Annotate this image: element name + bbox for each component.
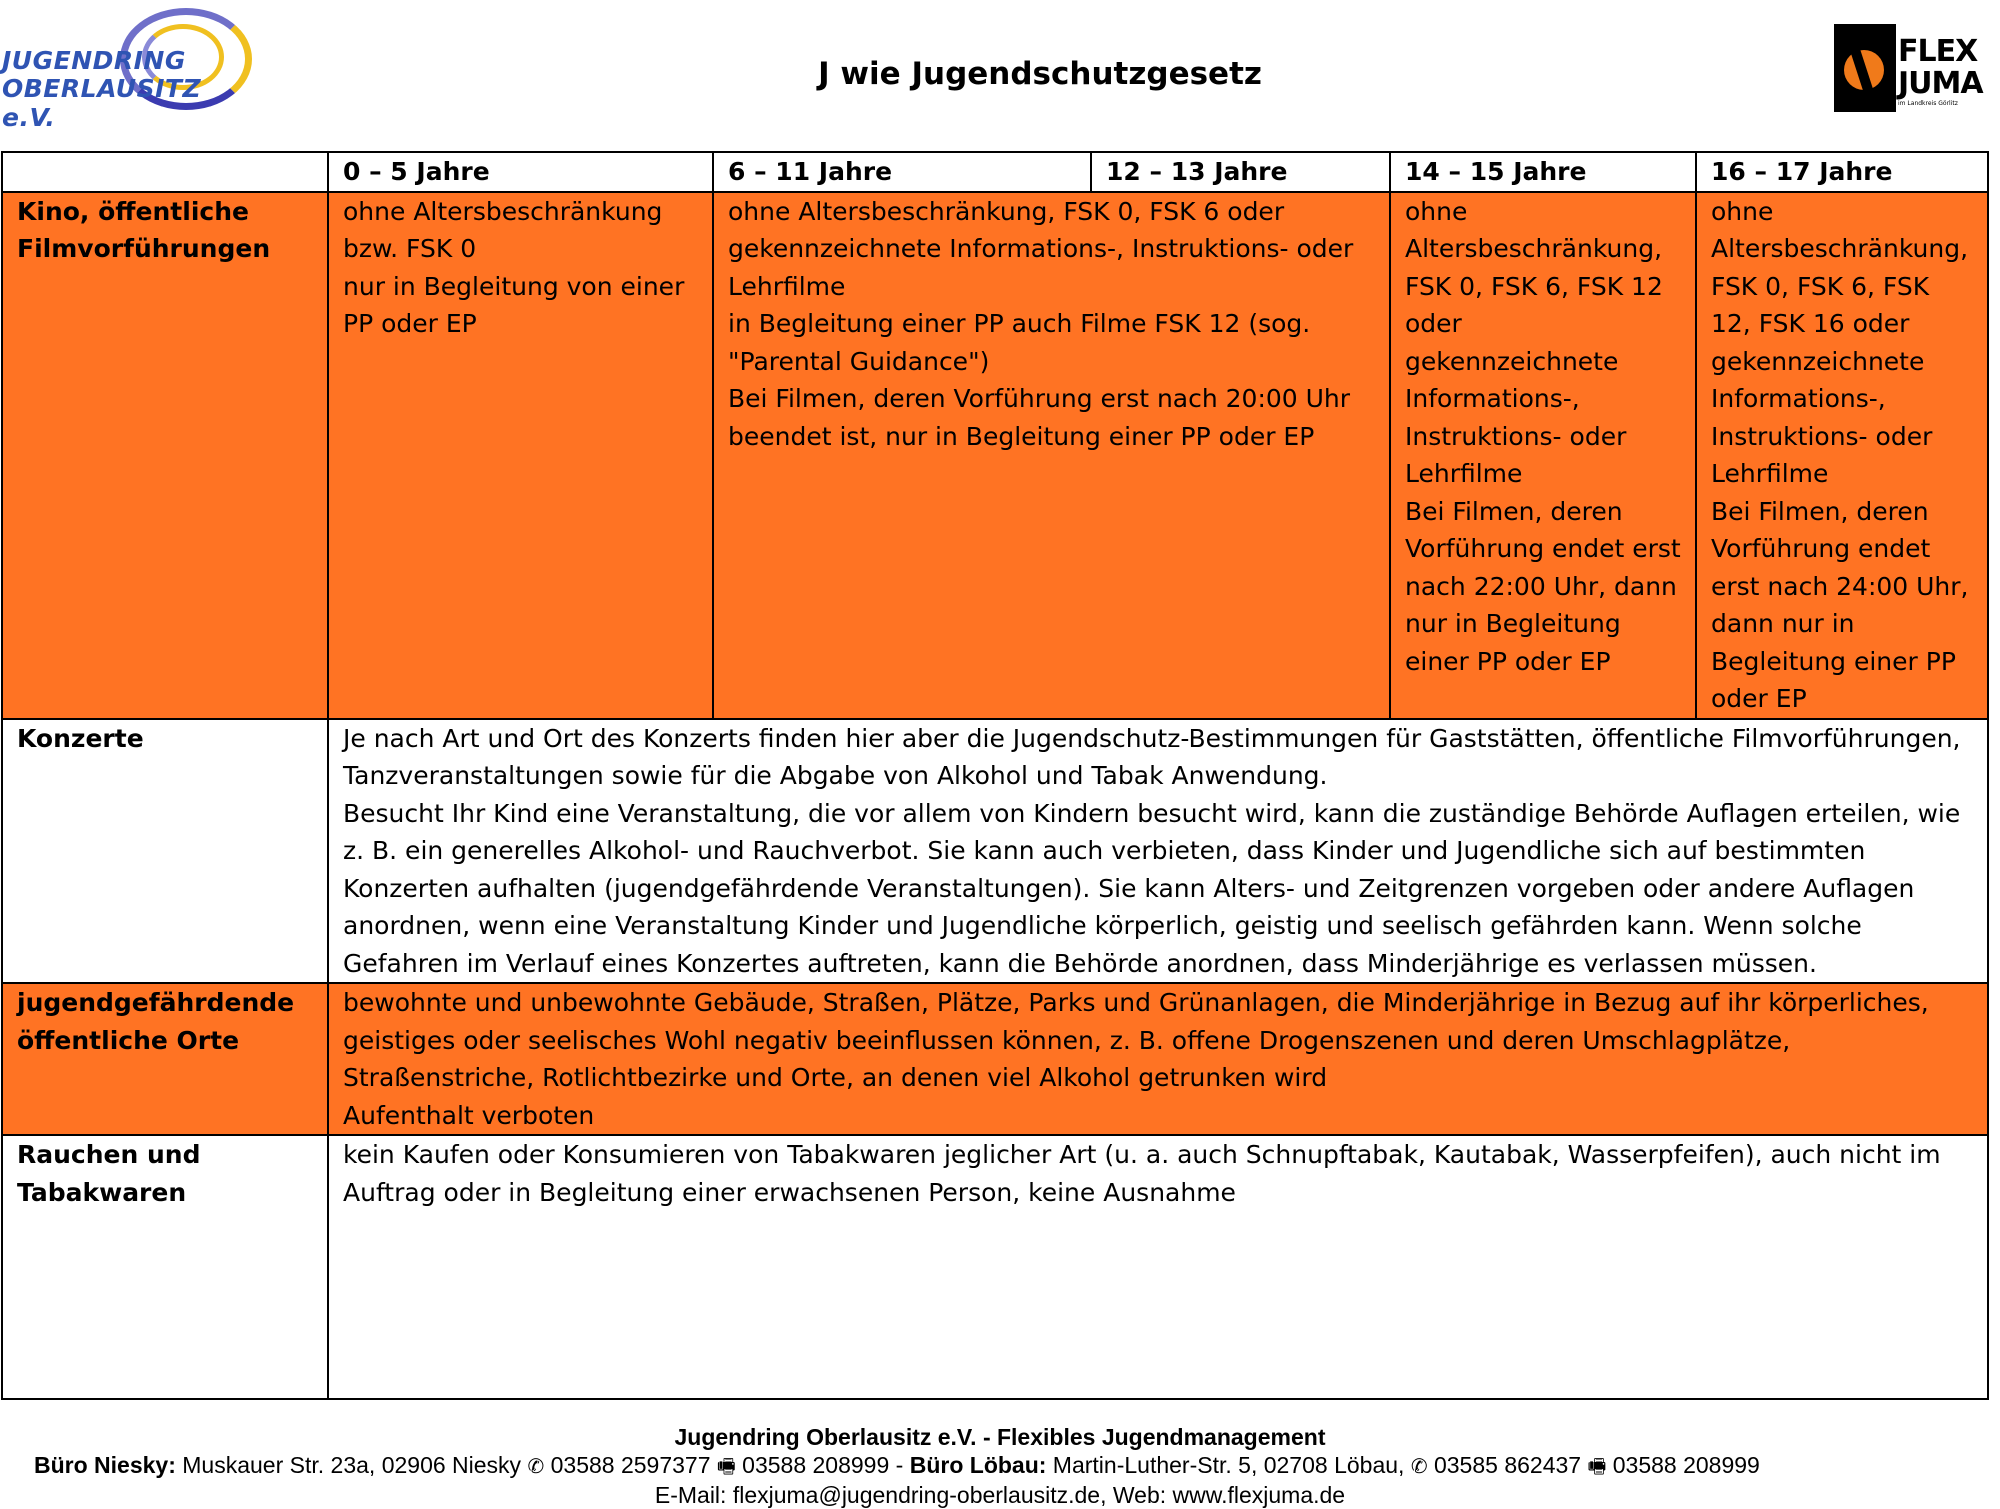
office2-fax: 03588 208999: [1606, 1452, 1760, 1478]
logo-left-line1: JUGENDRING: [2, 46, 186, 75]
office1-label: Büro Niesky:: [34, 1452, 176, 1478]
row-label-kino: Kino, öffentliche Filmvorführungen: [2, 192, 328, 719]
phone-icon: ✆: [527, 1456, 545, 1478]
table-header-row: [2, 152, 1988, 192]
logo-right-sub: im Landkreis Görlitz: [1898, 100, 1958, 107]
table-row-konzerte: [2, 719, 1988, 984]
footer-contact: E-Mail: flexjuma@jugendring-oberlausitz.de, Web: www.flexjuma.de: [654, 1482, 1346, 1508]
table-row-kino: [2, 192, 1988, 719]
office2-address: Martin-Luther-Str. 5, 02708 Löbau,: [1046, 1452, 1411, 1478]
office1-address: Muskauer Str. 23a, 02906 Niesky: [175, 1452, 528, 1478]
kino-cell-16-17: ohne Altersbeschränkung, FSK 0, FSK 6, FSK 12, FSK 16 oder gekennzeichnete Informations-, Instruktions- oder Lehrfilme Bei Filmen, deren Vorführung endet erst nach 24:00 Uhr, dann nur in Begleitung einer PP oder EP: [1696, 192, 1988, 719]
rauchen-text: kein Kaufen oder Konsumieren von Tabakwaren jeglicher Art (u. a. auch Schnupftabak, Kautabak, Wasserpfeifen), auch nicht im Auftrag oder in Begleitung einer erwachsenen Person, keine Ausnahme: [328, 1135, 1988, 1399]
orte-text: bewohnte und unbewohnte Gebäude, Straßen, Plätze, Parks und Grünanlagen, die Minderjährige in Bezug auf ihr körperliches, geistiges oder seelisches Wohl negativ beeinflussen können, z. B. offene Drogenszenen und deren Umschlagplätze, Straßenstriche, Rotlichtbezirke und Orte, an denen viel Alkohol getrunken wird Aufenthalt verboten: [328, 983, 1988, 1135]
logo-right-line2: JUMA: [1898, 66, 1983, 101]
table-row-orte: [2, 983, 1988, 1135]
header-cell-empty: [2, 152, 328, 192]
phone-icon: ✆: [1410, 1456, 1428, 1478]
row-label-konzerte: Konzerte: [2, 719, 328, 984]
kino-cell-0-5: ohne Altersbeschränkung bzw. FSK 0 nur in Begleitung von einer PP oder EP: [328, 192, 713, 719]
header-cell-12-13: 12 – 13 Jahre: [1091, 152, 1390, 192]
kino-cell-6-13: ohne Altersbeschränkung, FSK 0, FSK 6 oder gekennzeichnete Informations-, Instruktions- oder Lehrfilme in Begleitung einer PP auch Filme FSK 12 (sog. "Parental Guidance") Bei Filmen, deren Vorführung erst nach 20:00 Uhr beendet ist, nur in Begleitung einer PP oder EP: [713, 192, 1390, 719]
header-cell-14-15: 14 – 15 Jahre: [1390, 152, 1696, 192]
flexjuma-logo: [1834, 4, 1984, 108]
footer-offices: [0, 1452, 2000, 1486]
office2-phone: 03585 862437: [1427, 1452, 1588, 1478]
header-cell-16-17: 16 – 17 Jahre: [1696, 152, 1988, 192]
page-title: J wie Jugendschutzgesetz: [818, 56, 1262, 92]
header-cell-6-11: 6 – 11 Jahre: [713, 152, 1091, 192]
konzerte-text: Je nach Art und Ort des Konzerts finden hier aber die Jugendschutz-Bestimmungen für Gaststätten, öffentliche Filmvorführungen, Tanzveranstaltungen sowie für die Abgabe von Alkohol und Tabak Anwendung. Besucht Ihr Kind eine Veranstaltung, die vor allem von Kindern besucht wird, kann die zuständige Behörde Auflagen erteilen, wie z. B. ein generelles Alkohol- und Rauchverbot. Sie kann auch verbieten, dass Kinder und Jugendliche sich auf bestimmten Konzerten aufhalten (jugendgefährdende Veranstaltungen). Sie kann Alters- und Zeitgrenzen vorgeben oder andere Auflagen anordnen, wenn eine Veranstaltung Kinder und Jugendliche körperlich, geistig und seelisch gefährden kann. Wenn solche Gefahren im Verlauf eines Konzertes auftreten, kann die Behörde anordnen, dass Minderjährige es verlassen müssen.: [328, 719, 1988, 984]
logo-left-line2: OBERLAUSITZ e.V.: [2, 74, 202, 132]
row-label-orte: jugendgefährdende öffentliche Orte: [2, 983, 328, 1135]
youth-protection-table: [1, 151, 1989, 1400]
footer-organisation: Jugendring Oberlausitz e.V. - Flexibles Jugendmanagement: [674, 1424, 1326, 1450]
office2-label: Büro Löbau:: [909, 1452, 1047, 1478]
table-row-rauchen: [2, 1135, 1988, 1399]
kino-cell-14-15: ohne Altersbeschränkung, FSK 0, FSK 6, FSK 12 oder gekennzeichnete Informations-, Instruktions- oder Lehrfilme Bei Filmen, deren Vorführung endet erst nach 22:00 Uhr, dann nur in Begleitung einer PP oder EP: [1390, 192, 1696, 719]
logo-right-line1: FLEX: [1898, 34, 1978, 69]
fax-icon: 🖷: [716, 1456, 736, 1478]
header-cell-0-5: 0 – 5 Jahre: [328, 152, 713, 192]
office1-phone: 03588 2597377: [544, 1452, 717, 1478]
row-label-rauchen: Rauchen und Tabakwaren: [2, 1135, 328, 1399]
fax-icon: 🖷: [1587, 1456, 1607, 1478]
office1-fax: 03588 208999 -: [735, 1452, 910, 1478]
